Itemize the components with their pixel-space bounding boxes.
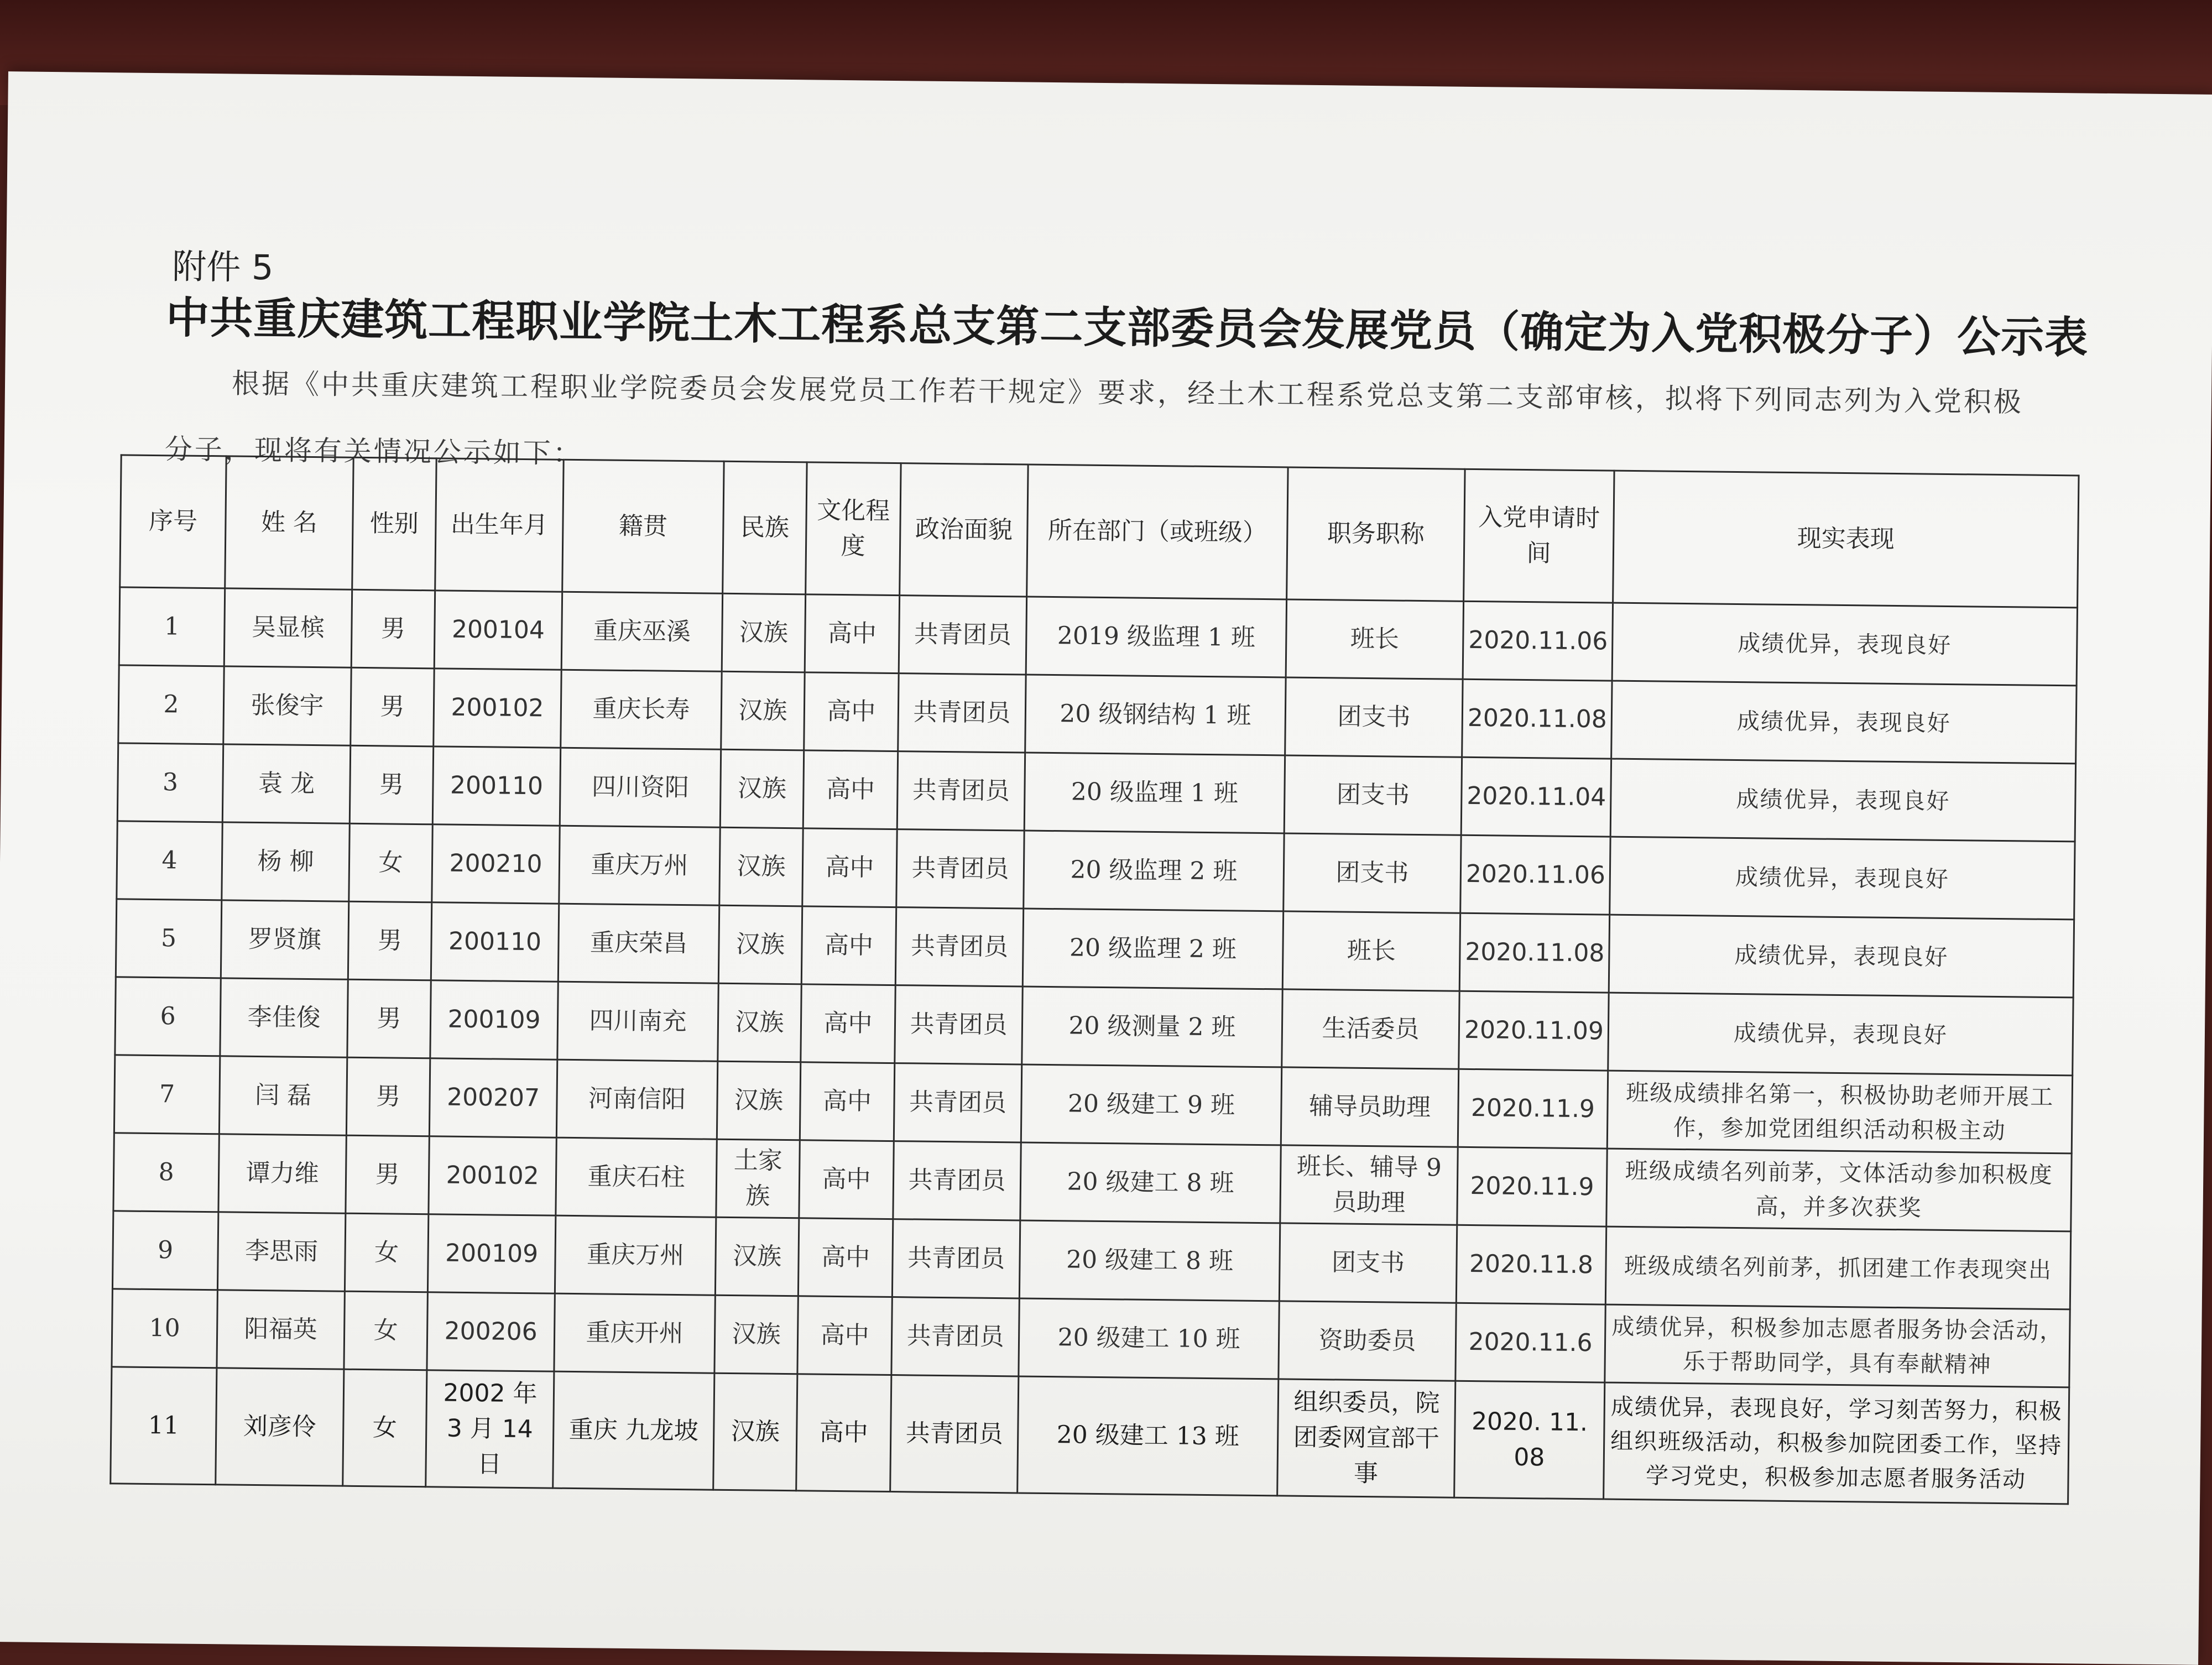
cell-performance: 成绩优异，积极参加志愿者服务协会活动，乐于帮助同学，具有奉献精神 bbox=[1605, 1304, 2070, 1387]
cell-position: 团支书 bbox=[1285, 677, 1463, 757]
cell-name: 袁 龙 bbox=[222, 744, 350, 823]
cell-department: 20 级建工 10 班 bbox=[1019, 1298, 1279, 1379]
col-header-origin: 籍贯 bbox=[562, 460, 724, 593]
cell-birth: 200109 bbox=[430, 980, 558, 1059]
document-title: 中共重庆建筑工程职业学院土木工程系总支第二支部委员会发展党员（确定为入党积极分子）公示表 bbox=[165, 293, 2089, 363]
cell-application-date: 2020.11.08 bbox=[1459, 913, 1609, 993]
col-header-gender: 性别 bbox=[352, 457, 436, 591]
cell-application-date: 2020.11.08 bbox=[1462, 679, 1612, 759]
cell-ethnicity: 汉族 bbox=[720, 749, 804, 828]
cell-performance: 成绩优异，表现良好 bbox=[1610, 759, 2075, 842]
cell-application-date: 2020. 11. 08 bbox=[1454, 1381, 1605, 1499]
cell-education: 高中 bbox=[802, 828, 897, 907]
cell-name: 张俊宇 bbox=[223, 666, 351, 745]
cell-ethnicity: 汉族 bbox=[719, 827, 803, 906]
col-header-index: 序号 bbox=[120, 455, 226, 588]
cell-position: 资助委员 bbox=[1279, 1301, 1456, 1381]
cell-gender: 男 bbox=[351, 667, 434, 747]
cell-position: 组织委员，院团委网宣部干事 bbox=[1277, 1379, 1455, 1497]
cell-performance: 成绩优异，表现良好 bbox=[1611, 681, 2077, 764]
cell-birth: 200102 bbox=[429, 1136, 556, 1215]
cell-political-status: 共青团员 bbox=[897, 751, 1025, 831]
cell-education: 高中 bbox=[805, 594, 899, 674]
intro-paragraph: 根据《中共重庆建筑工程职业学院委员会发展党员工作若干规定》要求，经土木工程系党总支第二支部审核，拟将下列同志列为入党积极分子，现将有关情况公示如下： bbox=[164, 367, 2024, 470]
col-header-name: 姓 名 bbox=[225, 456, 353, 589]
cell-gender: 女 bbox=[343, 1369, 427, 1487]
cell-performance: 成绩优异，表现良好 bbox=[1610, 837, 2075, 920]
cell-education: 高中 bbox=[797, 1296, 892, 1375]
cell-name: 谭力维 bbox=[218, 1134, 346, 1213]
cell-performance: 班级成绩排名第一，积极协助老师开展工作，参加党团组织活动积极主动 bbox=[1607, 1071, 2072, 1154]
cell-ethnicity: 汉族 bbox=[715, 1217, 799, 1296]
attachment-label: 附件 5 bbox=[171, 246, 274, 288]
col-header-department: 所在部门（或班级） bbox=[1027, 464, 1288, 599]
cell-education: 高中 bbox=[798, 1218, 893, 1297]
table-body bbox=[111, 587, 2078, 1504]
cell-origin: 重庆长寿 bbox=[561, 670, 722, 749]
col-header-application-date: 入党申请时间 bbox=[1464, 469, 1614, 603]
cell-name: 李思雨 bbox=[217, 1212, 345, 1291]
cell-name: 杨 柳 bbox=[222, 822, 349, 901]
cell-ethnicity: 汉族 bbox=[722, 593, 805, 672]
cell-origin: 重庆万州 bbox=[559, 826, 720, 905]
cell-index: 3 bbox=[117, 743, 223, 822]
cell-index: 8 bbox=[113, 1133, 219, 1212]
cell-index: 2 bbox=[118, 665, 224, 744]
cell-political-status: 共青团员 bbox=[892, 1219, 1020, 1298]
cell-gender: 女 bbox=[349, 823, 432, 902]
cell-origin: 重庆荣昌 bbox=[558, 904, 719, 983]
cell-name: 罗贤旗 bbox=[221, 900, 348, 979]
cell-index: 9 bbox=[112, 1211, 218, 1290]
cell-performance: 成绩优异，表现良好 bbox=[1612, 603, 2077, 686]
cell-political-status: 共青团员 bbox=[895, 985, 1022, 1064]
roster-table bbox=[109, 454, 2079, 1505]
cell-department: 20 级建工 8 班 bbox=[1019, 1220, 1280, 1301]
cell-position: 团支书 bbox=[1279, 1223, 1457, 1303]
cell-performance: 班级成绩名列前茅，文体活动参加积极度高，并多次获奖 bbox=[1606, 1149, 2072, 1231]
table-row bbox=[111, 1367, 2069, 1504]
col-header-political-status: 政治面貌 bbox=[900, 463, 1028, 597]
cell-ethnicity: 土家族 bbox=[716, 1139, 800, 1218]
cell-ethnicity: 汉族 bbox=[713, 1373, 797, 1491]
cell-political-status: 共青团员 bbox=[899, 596, 1026, 675]
cell-name: 阳福英 bbox=[217, 1290, 345, 1369]
cell-gender: 女 bbox=[345, 1213, 428, 1292]
cell-origin: 河南信阳 bbox=[556, 1059, 717, 1139]
col-header-performance: 现实表现 bbox=[1613, 471, 2079, 608]
cell-department: 20 级监理 1 班 bbox=[1024, 753, 1285, 833]
cell-application-date: 2020.11.04 bbox=[1461, 757, 1611, 837]
cell-gender: 女 bbox=[344, 1291, 427, 1370]
cell-department: 20 级监理 2 班 bbox=[1024, 831, 1284, 911]
col-header-education: 文化程度 bbox=[806, 462, 901, 596]
cell-education: 高中 bbox=[800, 1062, 894, 1141]
cell-index: 6 bbox=[115, 977, 221, 1056]
cell-department: 20 级建工 8 班 bbox=[1020, 1142, 1281, 1223]
col-header-ethnicity: 民族 bbox=[723, 461, 807, 594]
cell-origin: 四川南充 bbox=[557, 982, 718, 1061]
cell-application-date: 2020.11.6 bbox=[1455, 1303, 1605, 1382]
cell-political-status: 共青团员 bbox=[890, 1375, 1019, 1493]
cell-political-status: 共青团员 bbox=[893, 1141, 1021, 1220]
cell-ethnicity: 汉族 bbox=[721, 671, 805, 750]
cell-position: 团支书 bbox=[1284, 755, 1462, 835]
cell-birth: 200102 bbox=[434, 669, 561, 748]
cell-application-date: 2020.11.9 bbox=[1458, 1069, 1608, 1149]
cell-birth: 200210 bbox=[432, 824, 560, 904]
cell-department: 20 级测量 2 班 bbox=[1022, 987, 1282, 1067]
cell-origin: 重庆 九龙坡 bbox=[553, 1371, 714, 1490]
cell-ethnicity: 汉族 bbox=[717, 1061, 800, 1140]
cell-index: 7 bbox=[114, 1055, 220, 1134]
cell-origin: 四川资阳 bbox=[560, 748, 721, 827]
cell-origin: 重庆开州 bbox=[554, 1293, 715, 1373]
cell-gender: 男 bbox=[351, 589, 435, 669]
cell-position: 生活委员 bbox=[1282, 989, 1459, 1069]
col-header-birth: 出生年月 bbox=[435, 458, 564, 592]
cell-department: 2019 级监理 1 班 bbox=[1026, 597, 1286, 677]
cell-political-status: 共青团员 bbox=[896, 829, 1024, 909]
cell-origin: 重庆巫溪 bbox=[561, 592, 722, 671]
cell-department: 20 级建工 13 班 bbox=[1018, 1376, 1279, 1496]
cell-education: 高中 bbox=[801, 984, 895, 1063]
cell-education: 高中 bbox=[801, 906, 896, 985]
cell-performance: 成绩优异，表现良好，学习刻苦努力，积极组织班级活动，积极参加院团委工作，坚持学习党史，积极参加志愿者服务活动 bbox=[1604, 1382, 2069, 1504]
cell-name: 闫 磊 bbox=[219, 1056, 347, 1135]
cell-birth: 2002 年 3 月 14 日 bbox=[426, 1370, 554, 1488]
cell-position: 班长、辅导 9 员助理 bbox=[1280, 1145, 1458, 1225]
cell-education: 高中 bbox=[799, 1140, 894, 1219]
cell-department: 20 级钢结构 1 班 bbox=[1025, 675, 1286, 755]
cell-political-status: 共青团员 bbox=[891, 1297, 1019, 1376]
cell-position: 团支书 bbox=[1284, 833, 1461, 913]
cell-birth: 200110 bbox=[431, 902, 559, 982]
cell-origin: 重庆石柱 bbox=[556, 1137, 717, 1217]
cell-gender: 男 bbox=[348, 901, 431, 980]
cell-index: 1 bbox=[119, 587, 225, 666]
cell-birth: 200206 bbox=[427, 1292, 555, 1371]
cell-education: 高中 bbox=[803, 750, 898, 829]
cell-index: 10 bbox=[112, 1289, 217, 1368]
cell-political-status: 共青团员 bbox=[898, 674, 1026, 753]
cell-education: 高中 bbox=[804, 672, 899, 751]
table-header-row bbox=[120, 455, 2079, 608]
paper-sheet bbox=[0, 71, 2212, 1665]
cell-position: 班长 bbox=[1282, 911, 1460, 991]
cell-origin: 重庆万州 bbox=[555, 1215, 716, 1295]
cell-department: 20 级监理 2 班 bbox=[1022, 909, 1283, 989]
cell-education: 高中 bbox=[796, 1374, 891, 1492]
cell-application-date: 2020.11.8 bbox=[1456, 1225, 1606, 1304]
cell-gender: 男 bbox=[349, 745, 433, 824]
cell-ethnicity: 汉族 bbox=[714, 1295, 798, 1374]
cell-application-date: 2020.11.09 bbox=[1459, 991, 1609, 1071]
cell-gender: 男 bbox=[346, 1135, 429, 1214]
cell-ethnicity: 汉族 bbox=[718, 905, 802, 984]
cell-application-date: 2020.11.9 bbox=[1457, 1147, 1607, 1226]
cell-performance: 班级成绩名列前茅，抓团建工作表现突出 bbox=[1605, 1226, 2070, 1309]
cell-application-date: 2020.11.06 bbox=[1463, 601, 1613, 681]
cell-performance: 成绩优异，表现良好 bbox=[1608, 993, 2073, 1076]
cell-gender: 男 bbox=[346, 1057, 430, 1136]
cell-performance: 成绩优异，表现良好 bbox=[1609, 915, 2074, 998]
cell-application-date: 2020.11.06 bbox=[1460, 835, 1610, 915]
cell-index: 11 bbox=[111, 1367, 217, 1485]
cell-birth: 200110 bbox=[432, 747, 560, 826]
cell-gender: 男 bbox=[347, 979, 431, 1058]
cell-birth: 200104 bbox=[434, 591, 562, 670]
cell-name: 李佳俊 bbox=[220, 978, 348, 1057]
cell-political-status: 共青团员 bbox=[895, 907, 1023, 987]
cell-name: 刘彦伶 bbox=[216, 1368, 344, 1486]
col-header-position: 职务职称 bbox=[1287, 467, 1465, 601]
cell-position: 辅导员助理 bbox=[1281, 1067, 1458, 1147]
cell-birth: 200109 bbox=[427, 1214, 555, 1293]
cell-department: 20 级建工 9 班 bbox=[1021, 1064, 1281, 1145]
cell-index: 5 bbox=[116, 899, 221, 978]
cell-position: 班长 bbox=[1286, 599, 1463, 679]
cell-birth: 200207 bbox=[429, 1058, 557, 1137]
cell-name: 吴显槟 bbox=[224, 588, 352, 667]
cell-political-status: 共青团员 bbox=[894, 1063, 1021, 1142]
cell-ethnicity: 汉族 bbox=[718, 983, 801, 1062]
cell-index: 4 bbox=[117, 821, 222, 900]
